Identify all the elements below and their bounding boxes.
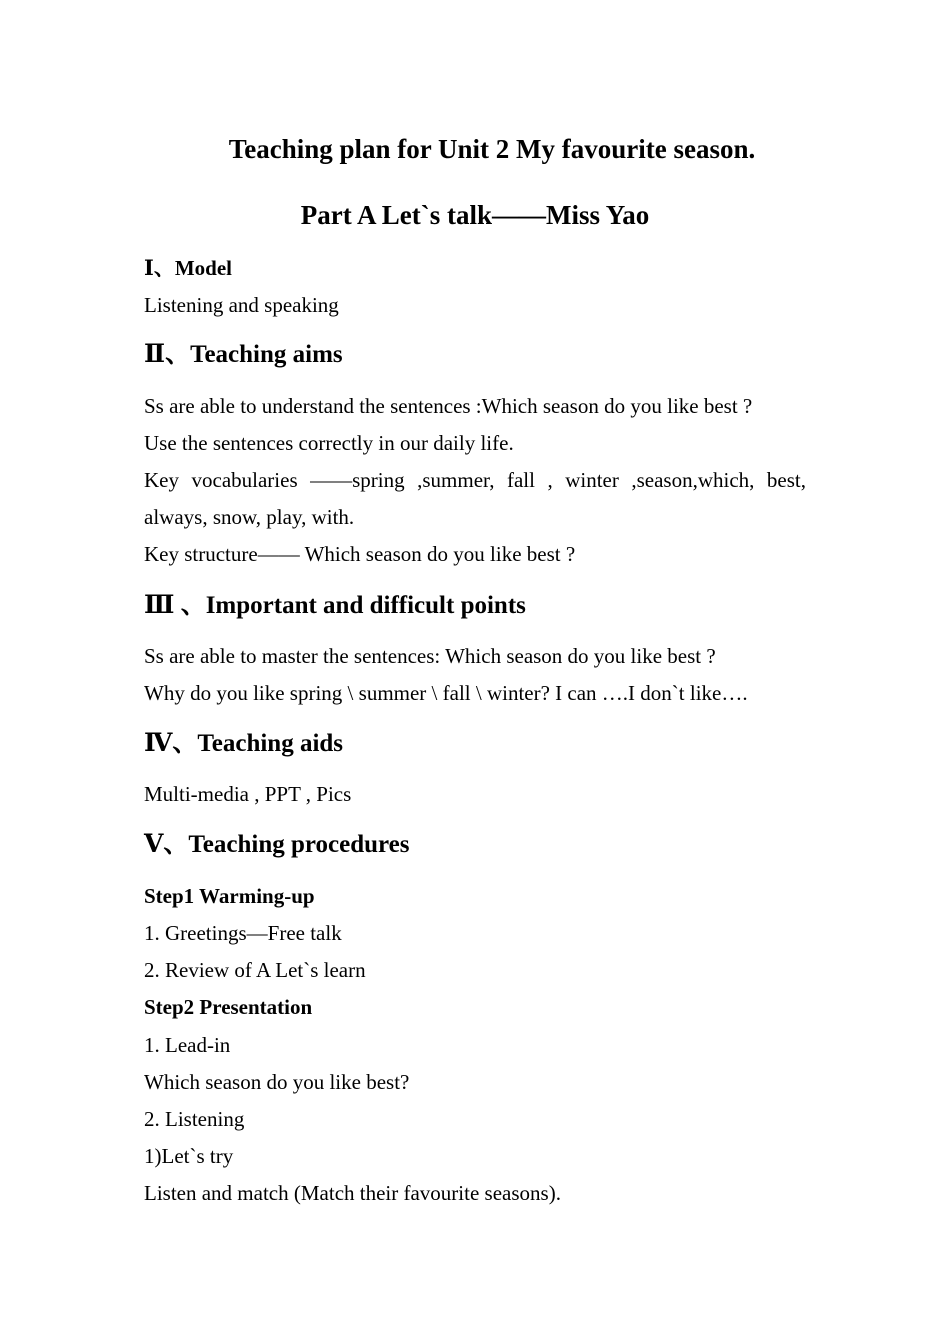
step-line: 1)Let`s try [144, 1144, 234, 1168]
step-line: 1. Greetings—Free talk [144, 921, 342, 945]
aims-line: Use the sentences correctly in our daily life. [144, 431, 514, 455]
aims-line: always, snow, play, with. [144, 505, 355, 529]
model-text: Listening and speaking [144, 293, 339, 317]
step-line: Listen and match (Match their favourite seasons). [144, 1181, 561, 1205]
step-line: 2. Review of A Let`s learn [144, 958, 366, 982]
points-line: Why do you like spring \ summer \ fall \ winter? I can ….I don`t like…. [144, 681, 748, 705]
section-heading-procedures: Ⅴ、Teaching procedures [144, 831, 410, 858]
aims-line: Ss are able to understand the sentences :Which season do you like best ? [144, 394, 753, 418]
aids-line: Multi-media , PPT , Pics [144, 782, 352, 806]
section-heading-model: Ⅰ、Model [144, 256, 232, 280]
document-subtitle: Part A Let`s talk——Miss Yao [300, 200, 650, 230]
document-title: Teaching plan for Unit 2 My favourite season. [228, 134, 756, 164]
step-line: Which season do you like best? [144, 1070, 410, 1094]
aims-line: Key vocabularies ——spring ,summer, fall , winter ,season,which, best, [144, 468, 806, 492]
step-heading: Step1 Warming-up [144, 884, 315, 908]
step-line: 1. Lead-in [144, 1033, 231, 1057]
aims-line: Key structure—— Which season do you like best ? [144, 542, 576, 566]
points-line: Ss are able to master the sentences: Which season do you like best ? [144, 644, 716, 668]
step-heading: Step2 Presentation [144, 995, 313, 1019]
section-heading-points: Ⅲ 、Important and difficult points [144, 592, 526, 619]
section-heading-aims: Ⅱ、Teaching aims [144, 341, 343, 368]
step-line: 2. Listening [144, 1107, 245, 1131]
section-heading-aids: Ⅳ、Teaching aids [144, 730, 344, 757]
